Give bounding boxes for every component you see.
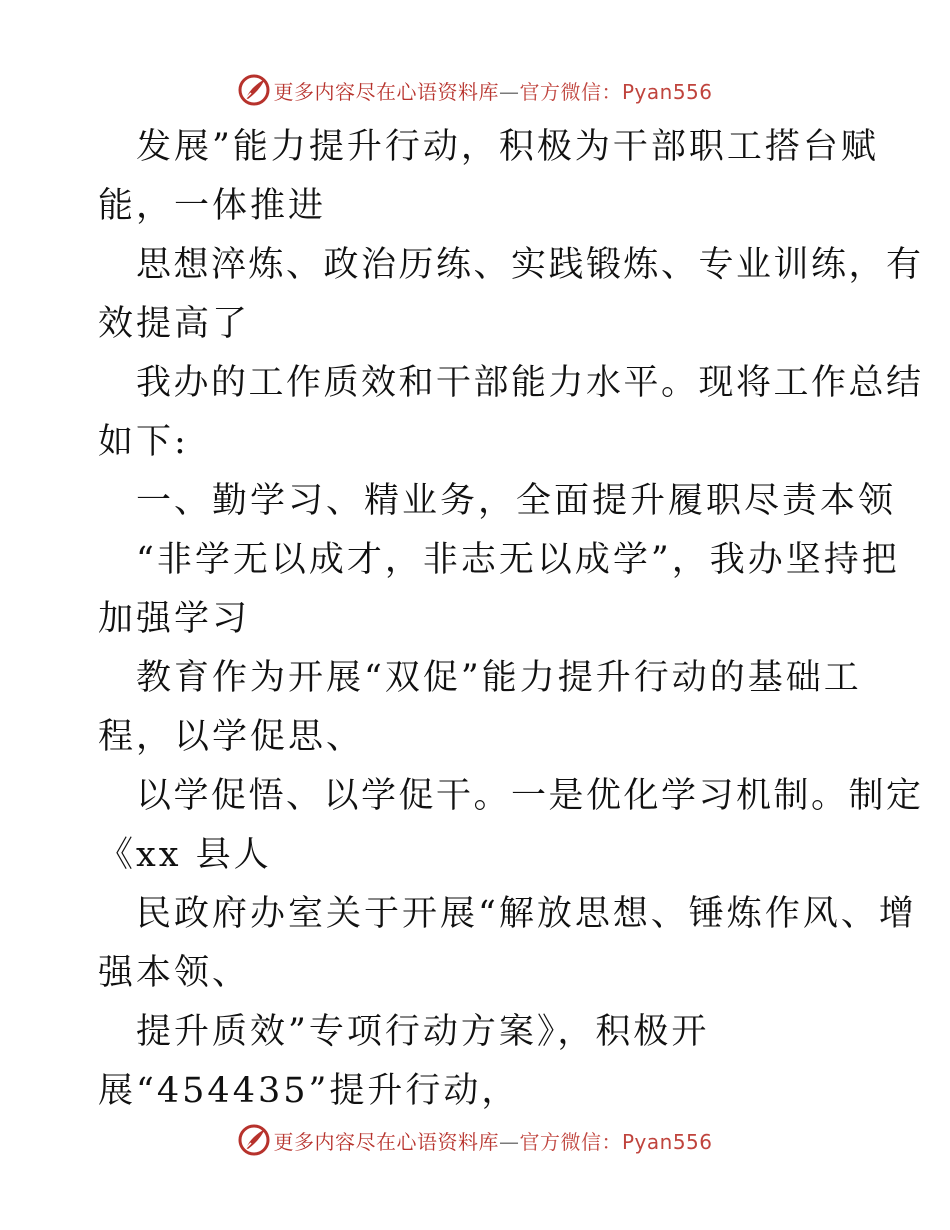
paragraph-line: 效提高了 [98, 304, 251, 344]
header-separator: — [498, 79, 520, 104]
footer-text [273, 1126, 712, 1155]
header-contact-id: Pyan556 [621, 79, 713, 104]
paragraph-line: 民政府办室关于开展“解放思想、锤炼作风、增 [136, 894, 917, 934]
paragraph-line: 《xx 县人 [98, 835, 272, 875]
paragraph-line: 一、勤学习、精业务，全面提升履职尽责本领 [136, 481, 897, 521]
footer-separator: — [498, 1129, 520, 1154]
paragraph-line: 提升质效”专项行动方案》，积极开 [136, 1012, 710, 1052]
paragraph-line: 展“454435”提升行动， [98, 1071, 520, 1111]
feather-pen-logo-icon [237, 73, 271, 107]
paragraph-line: 如下: [98, 422, 189, 462]
paragraph-line: 强本领、 [98, 953, 251, 993]
paragraph-line: 思想淬炼、政治历练、实践锻炼、专业训练，有 [136, 245, 924, 285]
paragraph-line: 以学促悟、以学促干。一是优化学习机制。制定 [136, 776, 924, 816]
paragraph-line: 发展”能力提升行动，积极为干部职工搭台赋 [136, 127, 879, 167]
paragraph-line: 教育作为开展“双促”能力提升行动的基础工 [136, 658, 862, 698]
footer-brand-text: 更多内容尽在心语资料库 [273, 1129, 499, 1154]
paragraph-line: 加强学习 [98, 599, 251, 639]
document-body [98, 118, 924, 1121]
header-brand-text: 更多内容尽在心语资料库 [273, 79, 499, 104]
paragraph-line: 我办的工作质效和干部能力水平。现将工作总结 [136, 363, 924, 403]
footer-contact-label: 官方微信： [519, 1129, 622, 1154]
paragraph-line: “非学无以成才，非志无以成学”，我办坚持把 [136, 540, 900, 580]
paragraph-line: 能，一体推进 [98, 186, 327, 226]
header-text [273, 76, 712, 105]
header-banner [0, 70, 950, 110]
header-contact-label: 官方微信： [519, 79, 622, 104]
footer-banner [0, 1120, 950, 1160]
paragraph-line: 程，以学促思、 [98, 717, 365, 757]
feather-pen-logo-icon [237, 1123, 271, 1157]
footer-contact-id: Pyan556 [621, 1129, 713, 1154]
